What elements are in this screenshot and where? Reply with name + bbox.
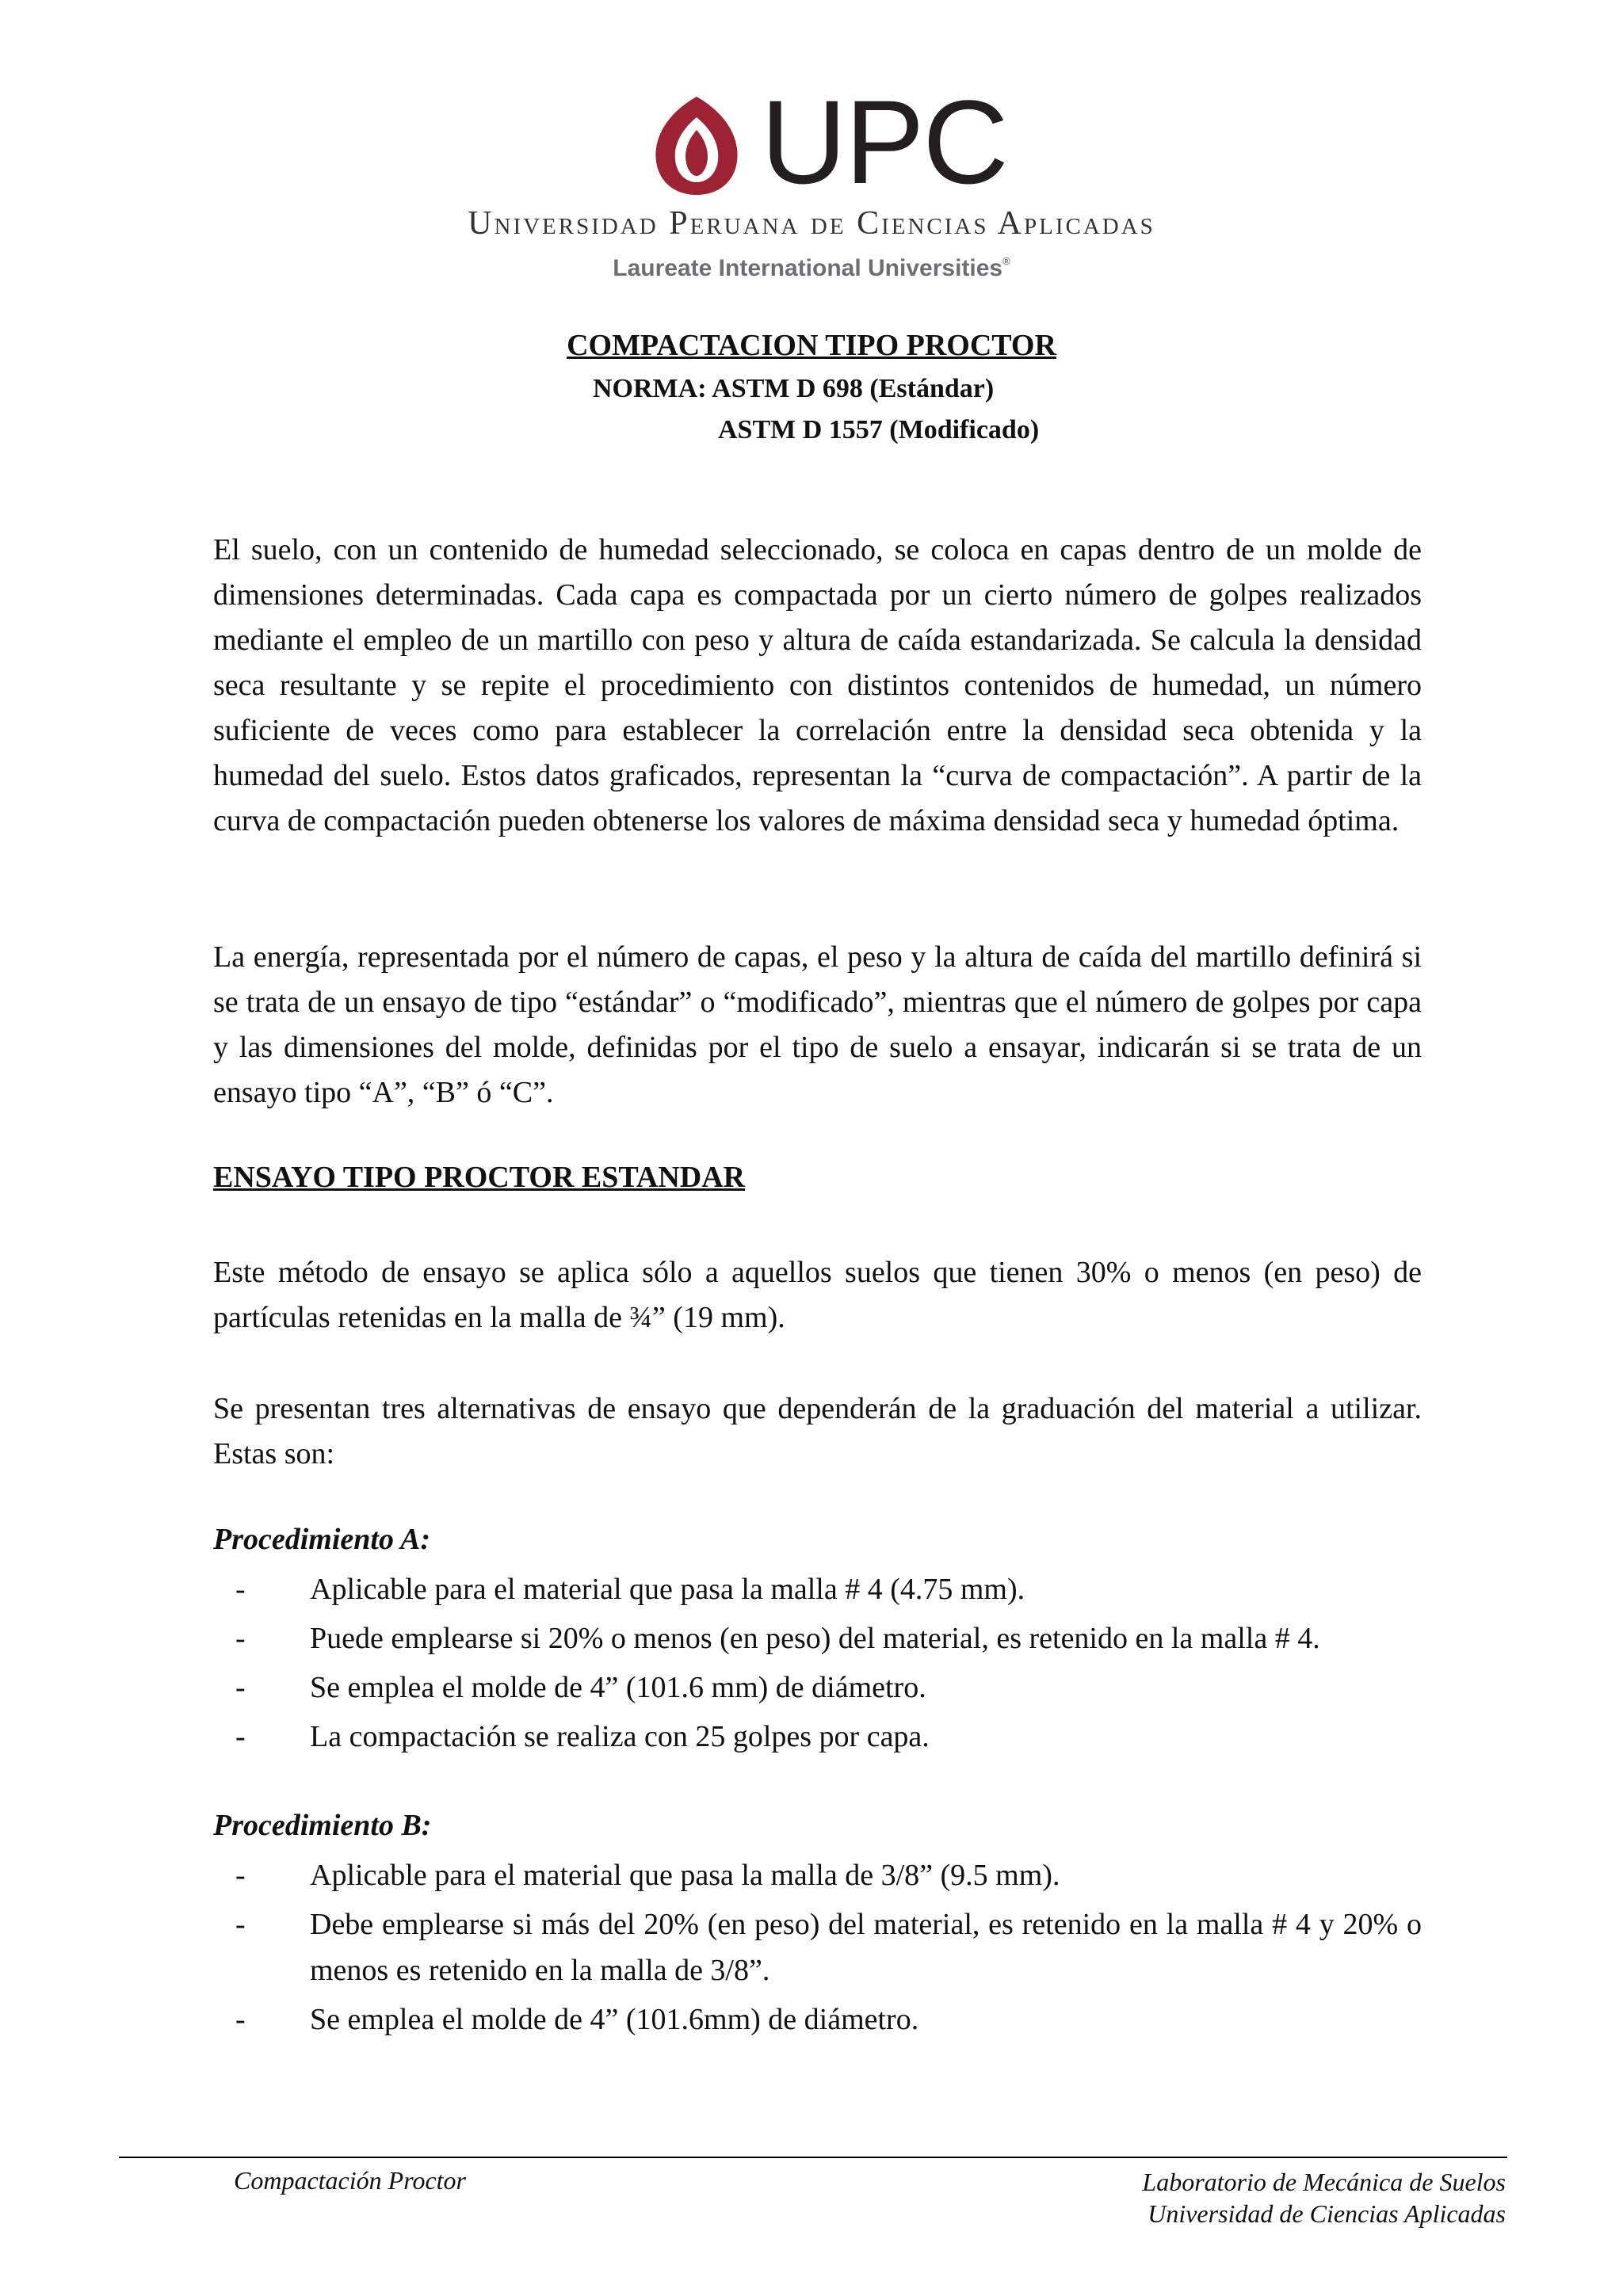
norma-modified: ASTM D 1557 (Modificado)	[718, 415, 1040, 444]
list-item-text: Aplicable para el material que pasa la malla # 4 (4.75 mm).	[310, 1573, 1025, 1606]
list-item	[213, 1852, 1422, 1898]
footer-university: Universidad de Ciencias Aplicadas	[1148, 2199, 1506, 2228]
scope-paragraph: Este método de ensayo se aplica sólo a aquellos suelos que tienen 30% o menos (en peso) de partículas retenidas en la malla de ¾” (19 mm).	[213, 1256, 1422, 1334]
bullet-dash: -	[235, 1671, 246, 1704]
list-item-text: Se emplea el molde de 4” (101.6mm) de diámetro.	[310, 2003, 919, 2036]
laureate-text: Laureate International Universities	[613, 255, 1003, 281]
list-item-text: La compactación se realiza con 25 golpes por capa.	[310, 1720, 930, 1753]
bullet-dash: -	[235, 1622, 246, 1655]
list-item	[213, 1901, 1422, 1993]
bullet-dash: -	[235, 1573, 246, 1606]
intro-paragraph: El suelo, con un contenido de humedad seleccionado, se coloca en capas dentro de un molde de dimensiones determinadas. Cada capa es compactada por un cierto número de golpes realizados mediante el empleo de un martillo con peso y altura de caída estandarizada. Se calcula la densidad seca resultante y se repite el procedimiento con distintos contenidos de humedad, un número suficiente de veces como para establecer la correlación entre la densidad seca obtenida y la humedad del suelo. Estos datos graficados, representan la “curva de compactación”. A partir de la curva de compactación pueden obtenerse los valores de máxima densidad seca y humedad óptima.	[213, 533, 1422, 837]
norma-standard: NORMA: ASTM D 698 (Estándar)	[593, 374, 995, 403]
alternatives-paragraph: Se presentan tres alternativas de ensayo que dependerán de la graduación del material a utilizar. Estas son:	[213, 1392, 1422, 1470]
list-item	[213, 1714, 1422, 1760]
list-item	[213, 1997, 1422, 2042]
bullet-dash: -	[235, 1720, 246, 1753]
list-item-text: Debe emplearse si más del 20% (en peso) del material, es retenido en la malla # 4 y 20% o menos es retenido en la malla de 3/8”.	[310, 1908, 1422, 1987]
footer-divider	[119, 2157, 1507, 2158]
logo-wordmark: UPC	[761, 75, 1007, 208]
procedure-a-title: Procedimiento A:	[213, 1523, 431, 1556]
section-heading: ENSAYO TIPO PROCTOR ESTANDAR	[213, 1161, 746, 1194]
list-item	[213, 1665, 1422, 1711]
document-title: COMPACTACION TIPO PROCTOR	[567, 329, 1056, 362]
procedure-a-list	[213, 1566, 1422, 1763]
bullet-dash: -	[235, 2003, 246, 2036]
university-name: Universidad Peruana de Ciencias Aplicadas	[468, 205, 1155, 242]
bullet-dash: -	[235, 1908, 246, 1941]
energy-paragraph: La energía, representada por el número de capas, el peso y la altura de caída del martillo definirá si se trata de un ensayo de tipo “estándar” o “modificado”, mientras que el número de golpes por capa y las dimensiones del molde, definidas por el tipo de suelo a ensayar, indicarán si se trata de un ensayo tipo “A”, “B” ó “C”.	[213, 940, 1422, 1109]
upc-flame-icon	[648, 93, 745, 196]
list-item	[213, 1566, 1422, 1612]
list-item-text: Se emplea el molde de 4” (101.6 mm) de diámetro.	[310, 1671, 926, 1704]
footer-document-name: Compactación Proctor	[234, 2166, 466, 2195]
list-item	[213, 1615, 1422, 1661]
procedure-b-list	[213, 1852, 1422, 2046]
registered-mark: ®	[1002, 255, 1010, 267]
upc-logo	[0, 75, 1623, 208]
list-item-text: Aplicable para el material que pasa la malla de 3/8” (9.5 mm).	[310, 1859, 1060, 1892]
procedure-b-title: Procedimiento B:	[213, 1809, 432, 1842]
laureate-tagline	[0, 255, 1623, 282]
footer-lab-info	[1142, 2166, 1506, 2229]
footer-lab-name: Laboratorio de Mecánica de Suelos	[1142, 2168, 1506, 2196]
bullet-dash: -	[235, 1859, 246, 1892]
list-item-text: Puede emplearse si 20% o menos (en peso) del material, es retenido en la malla # 4.	[310, 1622, 1320, 1655]
